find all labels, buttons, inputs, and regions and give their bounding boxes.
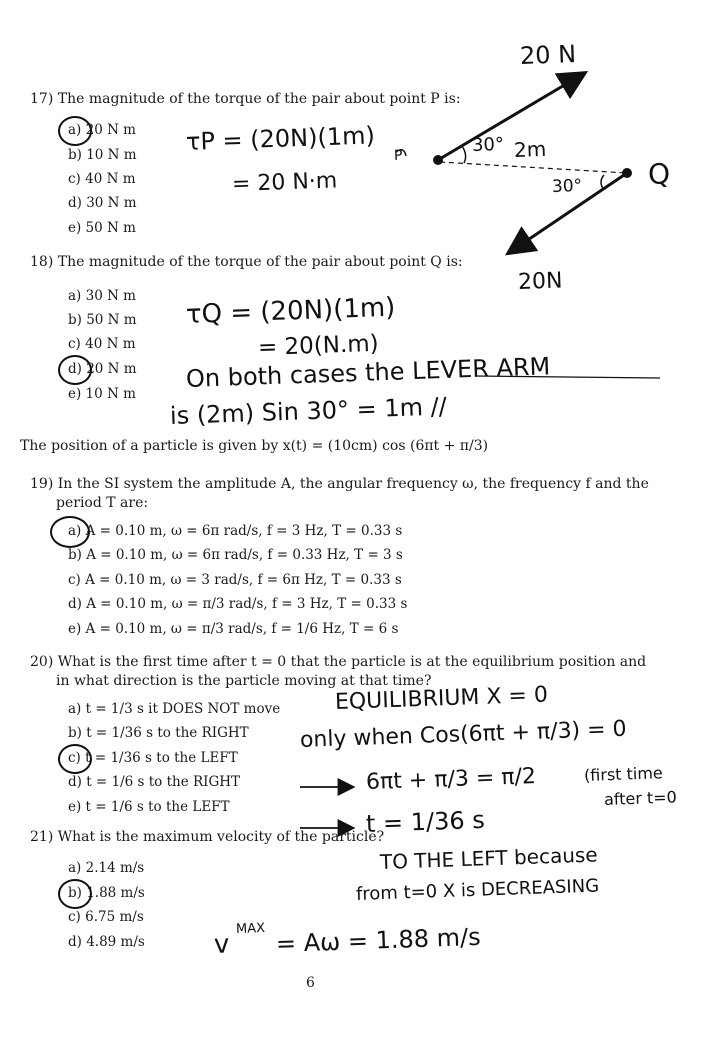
q19-option-a: a) A = 0.10 m, ω = 6π rad/s, f = 3 Hz, T = 0.33 s — [68, 523, 403, 539]
q17-option-b: b) 10 N m — [68, 147, 137, 163]
answer-circle-q17 — [58, 116, 92, 146]
q20-work-line3: 6πt + π/3 = π/2 — [365, 764, 537, 795]
force-arrow-top — [438, 74, 583, 160]
q17-option-e: e) 50 N m — [68, 220, 136, 236]
q20-work-line3b: (first time — [583, 763, 664, 785]
q20-option-d: d) t = 1/6 s to the RIGHT — [68, 774, 241, 790]
q21-option-b: b) 1.88 m/s — [68, 885, 145, 901]
distance-label: 2m — [513, 136, 547, 162]
q18-work-line2: = 20(N.m) — [257, 330, 380, 361]
q19-option-c: c) A = 0.10 m, ω = 3 rad/s, f = 6π Hz, T = 0.33 s — [68, 572, 402, 588]
angle-label-right: 30° — [551, 175, 583, 197]
q18-work-line1: τQ = (20N)(1m) — [185, 292, 396, 330]
q20-option-c: c) t = 1/36 s to the LEFT — [68, 750, 238, 766]
q21-work-sup: MAX — [235, 920, 266, 937]
q21-option-a: a) 2.14 m/s — [68, 860, 145, 876]
question-18-stem: 18) The magnitude of the torque of the pair about point Q is: — [30, 254, 463, 270]
question-20-stem-2: in what direction is the particle moving at that time? — [56, 673, 432, 689]
angle-label-left: 30° — [471, 133, 505, 156]
force-label-top: 20 N — [519, 40, 577, 70]
q17-option-c: c) 40 N m — [68, 171, 136, 187]
question-19-stem-1: 19) In the SI system the amplitude A, the angular frequency ω, the frequency f and the — [30, 476, 649, 492]
q21-option-c: c) 6.75 m/s — [68, 909, 144, 925]
q17-option-d: d) 30 N m — [68, 195, 137, 211]
question-20-stem-1: 20) What is the first time after t = 0 that the particle is at the equilibrium position and — [30, 654, 647, 670]
q20-work-line2: only when Cos(6πt + π/3) = 0 — [299, 716, 627, 753]
point-p-label: P — [393, 147, 403, 164]
question-17-stem: 17) The magnitude of the torque of the pair about point P is: — [30, 91, 461, 107]
question-21-stem: 21) What is the maximum velocity of the particle? — [30, 829, 385, 845]
answer-circle-q21 — [58, 879, 92, 909]
answer-circle-q19 — [50, 516, 90, 548]
answer-circle-q20 — [58, 744, 92, 774]
q21-option-d: d) 4.89 m/s — [68, 934, 145, 950]
dashed-lever-line — [440, 162, 627, 173]
q21-work-v: v — [213, 929, 230, 960]
q20-option-a: a) t = 1/3 s it DOES NOT move — [68, 701, 281, 717]
q17-option-a: a) 20 N m — [68, 122, 136, 138]
q18-option-e: e) 10 N m — [68, 386, 136, 402]
force-label-bottom: 20N — [517, 268, 563, 295]
q18-work-line4: is (2m) Sin 30° = 1m // — [169, 392, 448, 430]
q20-work-line1: EQUILIBRIUM X = 0 — [334, 682, 549, 715]
point-q-label: Q — [647, 157, 671, 191]
q18-option-a: a) 30 N m — [68, 288, 136, 304]
q17-work-line2: = 20 N·m — [231, 168, 338, 197]
q19-option-e: e) A = 0.10 m, ω = π/3 rad/s, f = 1/6 Hz, T = 6 s — [68, 621, 399, 637]
q20-work-line4: t = 1/36 s — [365, 805, 486, 838]
q18-work-line3: On both cases the LEVER ARM — [185, 352, 551, 393]
q20-work-line5: TO THE LEFT because — [379, 842, 599, 874]
q19-option-d: d) A = 0.10 m, ω = π/3 rad/s, f = 3 Hz, T = 0.33 s — [68, 596, 408, 612]
q18-option-c: c) 40 N m — [68, 336, 136, 352]
q18-option-d: d) 20 N m — [68, 361, 137, 377]
q20-option-e: e) t = 1/6 s to the LEFT — [68, 799, 230, 815]
particle-position-intro: The position of a particle is given by x(t) = (10cm) cos (6πt + π/3) — [20, 438, 489, 454]
q21-work-line2: = Aω = 1.88 m/s — [275, 922, 482, 958]
q18-option-b: b) 50 N m — [68, 312, 137, 328]
q20-work-line6: from t=0 X is DECREASING — [355, 875, 600, 905]
q19-option-b: b) A = 0.10 m, ω = 6π rad/s, f = 0.33 Hz, T = 3 s — [68, 547, 403, 563]
q20-work-line3c: after t=0 — [603, 787, 678, 809]
page-number: 6 — [306, 975, 315, 991]
point-p-dot — [433, 155, 443, 165]
answer-circle-q18 — [58, 355, 92, 385]
q20-option-b: b) t = 1/36 s to the RIGHT — [68, 725, 249, 741]
q17-work-line1: τP = (20N)(1m) — [185, 121, 376, 156]
angle-arc-left — [462, 146, 466, 163]
question-19-stem-2: period T are: — [56, 495, 149, 511]
